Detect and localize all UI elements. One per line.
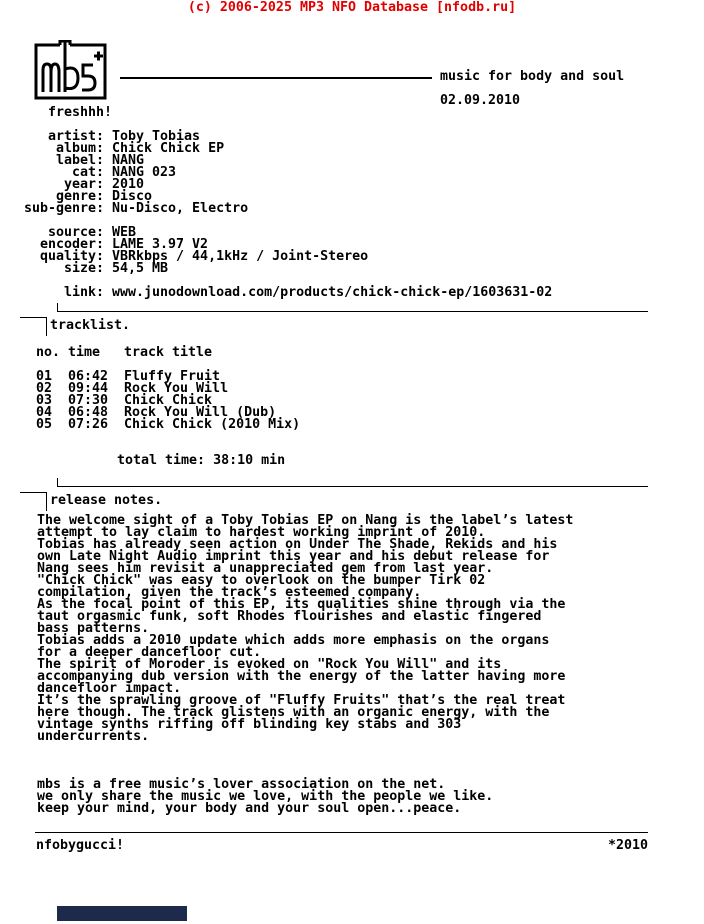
notes-line: Tobias has already seen action on Under The Shade, Rekids and his bbox=[37, 537, 558, 552]
track-time: 06:48 bbox=[68, 405, 109, 420]
field-value: NANG 023 bbox=[112, 165, 177, 180]
field-label: year : bbox=[24, 179, 104, 191]
download-link[interactable]: www.junodownload.com/products/chick-chick-ep/1603631-02 bbox=[112, 285, 553, 300]
section-title: release notes. bbox=[50, 493, 163, 508]
col-no: no. bbox=[36, 345, 61, 360]
counter-badge[interactable] bbox=[57, 906, 187, 921]
field-label: link : bbox=[24, 287, 104, 299]
notes-line: own Late Night Audio imprint this year and his debut release for bbox=[37, 549, 550, 564]
release-date: 02.09.2010 bbox=[440, 93, 521, 108]
release-info-block bbox=[24, 131, 248, 215]
col-title: track title bbox=[124, 345, 213, 360]
release-notes-text bbox=[37, 515, 573, 743]
footer-motto bbox=[37, 779, 493, 815]
track-time: 07:30 bbox=[68, 393, 109, 408]
track-row bbox=[36, 419, 300, 431]
notes-line: dancefloor impact. bbox=[37, 681, 182, 696]
field-value: 54,5 MB bbox=[112, 261, 169, 276]
field-value: Disco bbox=[112, 189, 153, 204]
notes-line: "Chick Chick" was easy to overlook on the bumper Tirk 02 bbox=[37, 573, 486, 588]
field-label: genre : bbox=[24, 191, 104, 203]
motto-line: mbs is a free music’s lover association on the net. bbox=[37, 777, 446, 792]
field-label: album : bbox=[24, 143, 104, 155]
year-tag: *2010 bbox=[608, 838, 649, 853]
notes-line: As the focal point of this EP, its qualities shine through via the bbox=[37, 597, 566, 612]
mbs-logo-icon bbox=[33, 40, 113, 104]
divider-corner bbox=[46, 317, 47, 336]
notes-line: Tobias adds a 2010 update which adds more emphasis on the organs bbox=[37, 633, 550, 648]
section-title: tracklist. bbox=[50, 318, 131, 333]
logo-caption: freshhh! bbox=[48, 105, 113, 120]
track-time: 09:44 bbox=[68, 381, 109, 396]
footer-divider-line bbox=[35, 832, 648, 833]
field-value: NANG bbox=[112, 153, 145, 168]
info-row bbox=[24, 203, 248, 215]
divider-corner bbox=[46, 492, 47, 511]
track-time: 06:42 bbox=[68, 369, 109, 384]
field-label: size : bbox=[24, 263, 104, 275]
field-value: 2010 bbox=[112, 177, 145, 192]
field-label: source : bbox=[24, 227, 104, 239]
notes-line: The spirit of Moroder is evoked on "Rock You Will" and its bbox=[37, 657, 502, 672]
notes-line: here though. The track glistens with an organic energy, with the bbox=[37, 705, 550, 720]
notes-line: bass patterns. bbox=[37, 621, 150, 636]
field-value: LAME 3.97 V2 bbox=[112, 237, 209, 252]
track-title: Chick Chick (2010 Mix) bbox=[124, 417, 301, 432]
track-title: Rock You Will bbox=[124, 381, 229, 396]
divider-line bbox=[57, 486, 648, 487]
tracklist-section-header bbox=[0, 303, 704, 339]
notes-line: attempt to lay claim to hardest working imprint of 2010. bbox=[37, 525, 486, 540]
field-label: label : bbox=[24, 155, 104, 167]
track-no: 02 bbox=[36, 381, 53, 396]
field-value: Chick Chick EP bbox=[112, 141, 225, 156]
motto-line: keep your mind, your body and your soul open...peace. bbox=[37, 801, 462, 816]
field-value: WEB bbox=[112, 225, 137, 240]
notes-line: The welcome sight of a Toby Tobias EP on Nang is the label’s latest bbox=[37, 513, 574, 528]
tracklist-table bbox=[36, 347, 300, 431]
field-value: Nu-Disco, Electro bbox=[112, 201, 249, 216]
notes-line: It’s the sprawling groove of "Fluffy Fruits" that’s the real treat bbox=[37, 693, 566, 708]
motto-line: we only share the music we love, with the people we like. bbox=[37, 789, 494, 804]
notes-line: taut orgasmic funk, soft Rhodes flourishes and elastic fingered bbox=[37, 609, 542, 624]
field-value: VBRkbps / 44,1kHz / Joint-Stereo bbox=[112, 249, 369, 264]
track-title: Chick Chick bbox=[124, 393, 213, 408]
header-divider-line bbox=[120, 77, 432, 79]
notes-line: Nang sees him revisit a unappreciated gem from last year. bbox=[37, 561, 494, 576]
group-tagline: music for body and soul bbox=[440, 69, 625, 84]
nfo-credit: nfobygucci! bbox=[36, 838, 125, 853]
track-no: 04 bbox=[36, 405, 53, 420]
notes-line: for a deeper dancefloor cut. bbox=[37, 645, 262, 660]
notes-line: undercurrents. bbox=[37, 729, 150, 744]
track-no: 03 bbox=[36, 393, 53, 408]
track-title: Rock You Will (Dub) bbox=[124, 405, 277, 420]
divider-arm bbox=[20, 317, 46, 318]
track-title: Fluffy Fruit bbox=[124, 369, 221, 384]
field-label: sub-genre : bbox=[24, 203, 104, 215]
notes-line: compilation, given the track’s esteemed company. bbox=[37, 585, 422, 600]
track-time: 07:26 bbox=[68, 417, 109, 432]
divider-line bbox=[57, 311, 648, 312]
divider-arm bbox=[20, 492, 46, 493]
track-no: 05 bbox=[36, 417, 53, 432]
file-info-block bbox=[24, 227, 552, 299]
field-label: cat : bbox=[24, 167, 104, 179]
tracklist-header bbox=[36, 347, 300, 359]
site-copyright-link[interactable]: (c) 2006-2025 MP3 NFO Database [nfodb.ru] bbox=[187, 0, 517, 15]
field-label: quality : bbox=[24, 251, 104, 263]
notes-line: vintage synths riffing off blinding key stabs and 303 bbox=[37, 717, 462, 732]
info-row bbox=[24, 287, 552, 299]
total-time: total time: 38:10 min bbox=[117, 453, 286, 468]
info-row bbox=[24, 263, 552, 275]
notes-line: accompanying dub version with the energy of the latter having more bbox=[37, 669, 566, 684]
col-time: time bbox=[68, 345, 101, 360]
field-label: artist : bbox=[24, 131, 104, 143]
release-notes-section-header bbox=[0, 478, 704, 514]
track-no: 01 bbox=[36, 369, 53, 384]
field-value: Toby Tobias bbox=[112, 129, 201, 144]
field-label: encoder : bbox=[24, 239, 104, 251]
